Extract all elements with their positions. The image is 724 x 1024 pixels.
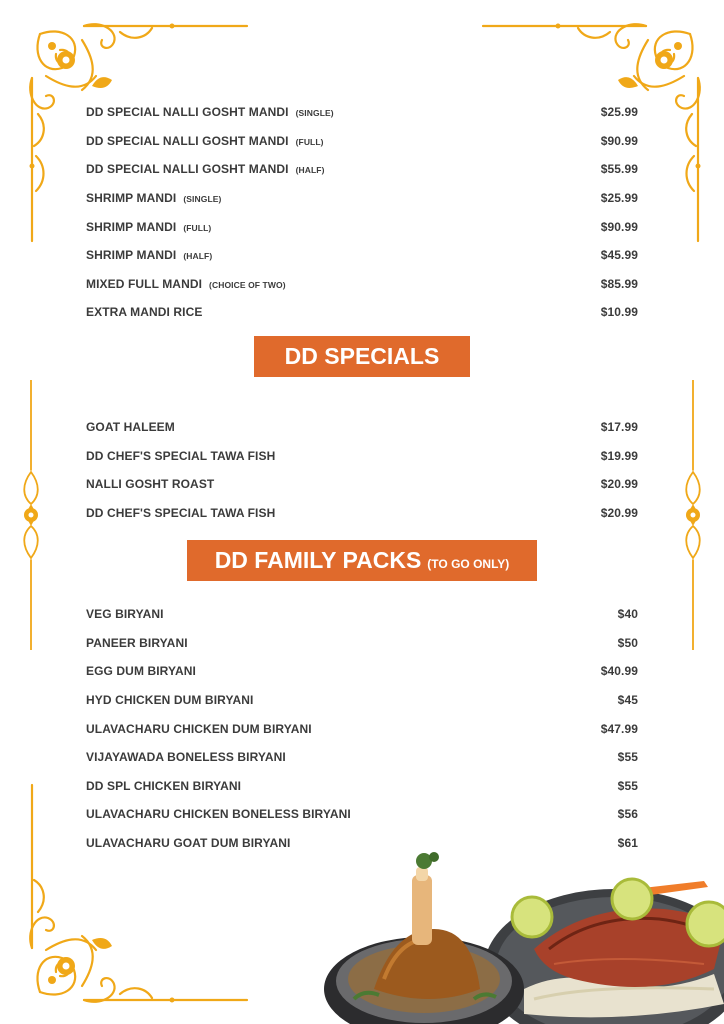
- menu-item-name-group: [86, 277, 286, 291]
- menu-item-name: ULAVACHARU CHICKEN BONELESS BIRYANI: [86, 807, 351, 822]
- menu-item-name: DD SPECIAL NALLI GOSHT MANDI: [86, 162, 289, 177]
- menu-item-name-group: [86, 134, 324, 148]
- menu-item-price: $47.99: [600, 721, 638, 736]
- menu-item-name-group: [86, 506, 275, 520]
- menu-item-price: $45.99: [600, 248, 638, 263]
- menu-item-price: $55: [617, 750, 638, 765]
- menu-item-row: [86, 184, 638, 213]
- menu-item-row: [86, 413, 638, 442]
- menu-item-name: DD SPECIAL NALLI GOSHT MANDI: [86, 133, 289, 148]
- menu-item-name-group: [86, 664, 196, 678]
- menu-item-name: DD SPECIAL NALLI GOSHT MANDI: [86, 105, 289, 120]
- menu-item-note: (FULL): [295, 136, 324, 147]
- menu-item-name-group: [86, 477, 214, 491]
- family-packs-title: DD FAMILY PACKS: [214, 547, 422, 573]
- menu-item-price: $17.99: [600, 420, 638, 435]
- menu-item-name: EXTRA MANDI RICE: [86, 305, 203, 320]
- menu-item-name-group: [86, 636, 188, 650]
- menu-item-name-group: [86, 607, 164, 621]
- menu-item-note: (FULL): [183, 222, 212, 233]
- menu-item-name-group: [86, 248, 212, 262]
- side-ornament-right: [678, 380, 702, 650]
- menu-item-name: SHRIMP MANDI: [86, 191, 177, 206]
- menu-item-name-group: [86, 449, 275, 463]
- menu-item-row: [86, 470, 638, 499]
- family-packs-menu-list: [86, 600, 638, 857]
- menu-item-name: ULAVACHARU CHICKEN DUM BIRYANI: [86, 721, 312, 736]
- menu-item-row: [86, 772, 638, 801]
- menu-item-price: $45: [617, 693, 638, 708]
- menu-item-name-group: [86, 420, 175, 434]
- menu-item-name-group: [86, 722, 312, 736]
- menu-item-note: (HALF): [295, 165, 325, 176]
- menu-item-name-group: [86, 836, 290, 850]
- menu-item-price: $25.99: [600, 191, 638, 206]
- menu-item-name: NALLI GOSHT ROAST: [86, 477, 215, 492]
- menu-item-name: PANEER BIRYANI: [86, 635, 188, 650]
- family-packs-banner: [187, 540, 537, 581]
- menu-item-price: $25.99: [600, 105, 638, 120]
- menu-item-row: [86, 212, 638, 241]
- menu-item-price: $61: [617, 836, 638, 851]
- menu-item-name: ULAVACHARU GOAT DUM BIRYANI: [86, 836, 291, 851]
- menu-item-row: [86, 298, 638, 327]
- menu-item-price: $55.99: [600, 162, 638, 177]
- menu-item-row: [86, 155, 638, 184]
- menu-item-row: [86, 241, 638, 270]
- mandi-menu-list: [86, 98, 638, 327]
- menu-item-row: [86, 629, 638, 658]
- menu-item-row: [86, 499, 638, 528]
- menu-item-name-group: [86, 191, 221, 205]
- menu-item-row: [86, 127, 638, 156]
- menu-item-row: [86, 686, 638, 715]
- menu-item-row: [86, 657, 638, 686]
- menu-item-row: [86, 600, 638, 629]
- menu-item-price: $19.99: [600, 448, 638, 463]
- menu-item-price: $10.99: [600, 305, 638, 320]
- specials-title: DD SPECIALS: [284, 343, 440, 369]
- menu-item-row: [86, 714, 638, 743]
- menu-item-name-group: [86, 162, 325, 176]
- menu-item-name: EGG DUM BIRYANI: [86, 664, 196, 679]
- menu-item-name: VIJAYAWADA BONELESS BIRYANI: [86, 750, 286, 765]
- menu-item-row: [86, 743, 638, 772]
- menu-item-price: $56: [617, 807, 638, 822]
- menu-item-note: (HALF): [183, 251, 213, 262]
- menu-item-name: SHRIMP MANDI: [86, 248, 177, 263]
- menu-item-price: $20.99: [600, 477, 638, 492]
- menu-item-name: DD CHEF'S SPECIAL TAWA FISH: [86, 448, 276, 463]
- side-ornament-left: [22, 380, 46, 650]
- menu-item-name-group: [86, 305, 203, 319]
- menu-item-name: MIXED FULL MANDI: [86, 276, 203, 291]
- menu-item-row: [86, 98, 638, 127]
- menu-item-name: DD SPL CHICKEN BIRYANI: [86, 778, 242, 793]
- specials-banner: [254, 336, 470, 377]
- menu-item-name-group: [86, 779, 241, 793]
- menu-item-name: SHRIMP MANDI: [86, 219, 177, 234]
- menu-item-name-group: [86, 105, 334, 119]
- specials-menu-list: [86, 413, 638, 527]
- menu-item-price: $20.99: [600, 506, 638, 521]
- menu-item-note: (SINGLE): [183, 194, 222, 205]
- menu-item-name: VEG BIRYANI: [86, 607, 164, 622]
- menu-item-name: DD CHEF'S SPECIAL TAWA FISH: [86, 506, 276, 521]
- menu-item-price: $90.99: [600, 219, 638, 234]
- menu-item-price: $85.99: [600, 276, 638, 291]
- menu-item-name-group: [86, 220, 211, 234]
- menu-item-row: [86, 442, 638, 471]
- family-packs-note: (TO GO ONLY): [427, 556, 510, 571]
- menu-item-price: $90.99: [600, 133, 638, 148]
- menu-item-name-group: [86, 750, 286, 764]
- menu-item-row: [86, 270, 638, 299]
- menu-item-price: $40.99: [600, 664, 638, 679]
- menu-item-price: $40: [617, 607, 638, 622]
- menu-item-row: [86, 800, 638, 829]
- food-photo: [314, 849, 724, 1024]
- menu-item-name: HYD CHICKEN DUM BIRYANI: [86, 693, 254, 708]
- menu-item-name: GOAT HALEEM: [86, 420, 175, 435]
- menu-item-name-group: [86, 693, 253, 707]
- menu-item-note: (CHOICE OF TWO): [209, 279, 286, 290]
- menu-item-note: (SINGLE): [295, 108, 334, 119]
- menu-item-price: $50: [617, 635, 638, 650]
- menu-item-price: $55: [617, 778, 638, 793]
- menu-item-name-group: [86, 807, 351, 821]
